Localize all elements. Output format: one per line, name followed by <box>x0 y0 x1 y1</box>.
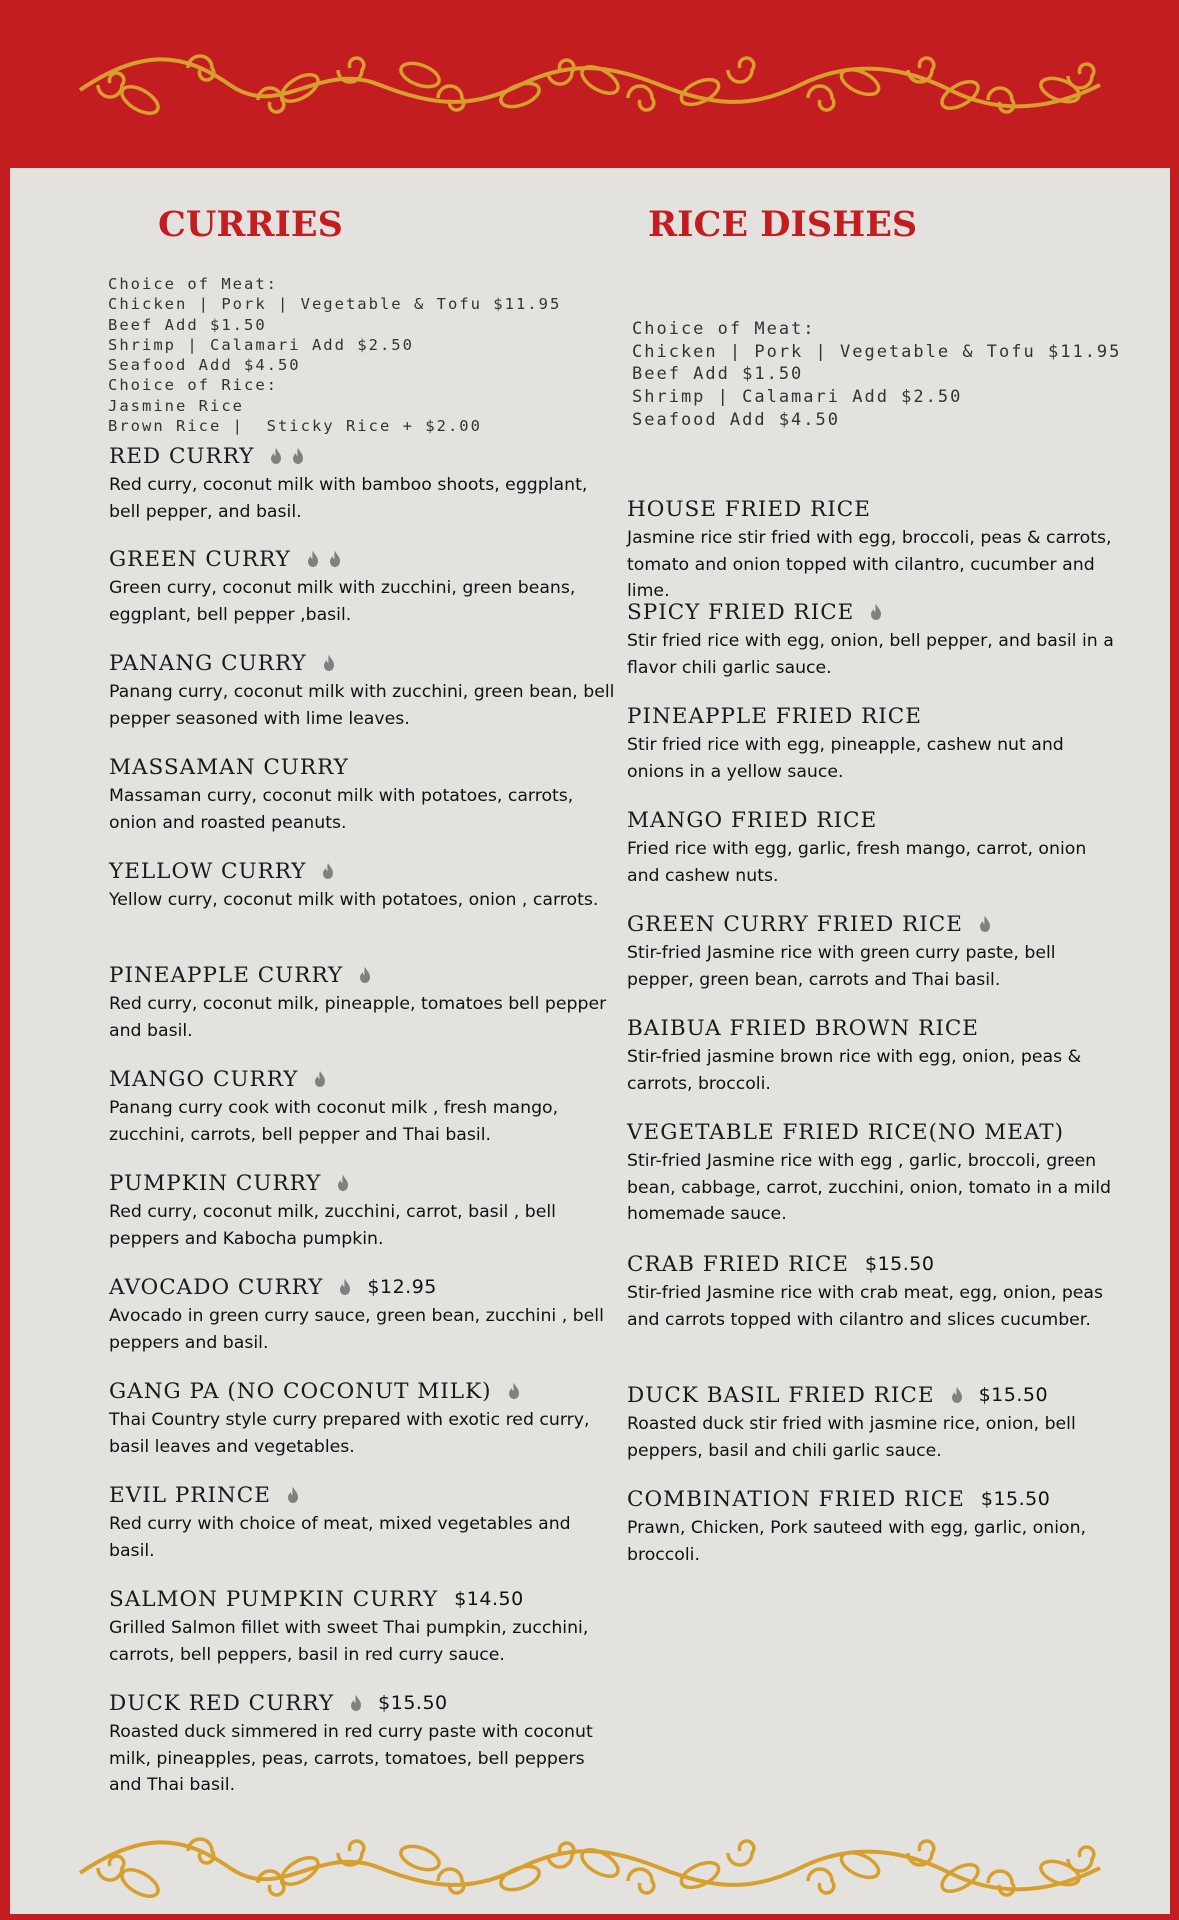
menu-item <box>627 1014 1117 1097</box>
item-name-row <box>109 857 619 885</box>
vine-curl <box>728 58 754 82</box>
vine-curl <box>258 88 284 112</box>
menu-item <box>109 857 619 914</box>
item-name: MASSAMAN CURRY <box>109 754 349 780</box>
item-name: PINEAPPLE FRIED RICE <box>627 703 922 729</box>
bottom-vine-ornament <box>0 1823 1179 1913</box>
spice-level <box>508 1382 520 1400</box>
spice-level <box>307 550 341 568</box>
vine-leaf <box>498 79 542 111</box>
item-description: Stir-fried Jasmine rice with crab meat, egg, onion, peas and carrots topped with cilantro and slices cucumber. <box>627 1283 1104 1330</box>
item-description: Roasted duck stir fried with jasmine rice, onion, bell peppers, basil and chili garlic sauce. <box>627 1414 1076 1461</box>
vine-leaf <box>118 1864 163 1901</box>
item-description: Grilled Salmon fillet with sweet Thai pumpkin, zucchini, carrots, bell peppers, basil in red curry sauce. <box>109 1618 589 1665</box>
item-description: Stir-fried jasmine brown rice with egg, onion, peas & carrots, broccoli. <box>627 1047 1082 1094</box>
menu-item <box>109 442 619 525</box>
item-name: PUMPKIN CURRY <box>109 1170 322 1196</box>
chili-icon <box>307 550 319 568</box>
choice-line: Beef Add $1.50 <box>632 364 804 385</box>
chili-icon <box>337 1174 349 1192</box>
item-name-row <box>627 1118 1117 1146</box>
vine-leaf <box>398 59 442 91</box>
vine-leaf <box>398 1842 442 1874</box>
item-name-row <box>109 961 619 989</box>
item-name: COMBINATION FRIED RICE <box>627 1486 965 1512</box>
item-price: $15.50 <box>978 1384 1049 1406</box>
item-name-row <box>109 1377 619 1405</box>
chili-icon <box>350 1694 362 1712</box>
item-name-row <box>109 545 619 573</box>
item-description: Red curry, coconut milk with bamboo shoots, eggplant, bell pepper, and basil. <box>109 475 588 522</box>
item-name-row <box>109 442 619 470</box>
item-description: Green curry, coconut milk with zucchini, green beans, eggplant, bell pepper ,basil. <box>109 578 576 625</box>
item-name-row <box>109 1481 619 1509</box>
item-name: MANGO FRIED RICE <box>627 807 878 833</box>
item-name: PINEAPPLE CURRY <box>109 962 344 988</box>
item-name: VEGETABLE FRIED RICE(NO MEAT) <box>627 1119 1065 1145</box>
top-vine-ornament <box>0 40 1179 130</box>
vine-curl <box>438 1869 464 1893</box>
vine-curl <box>988 1871 1014 1895</box>
item-name-row <box>627 1250 1117 1278</box>
chili-icon <box>287 1486 299 1504</box>
vine-curl <box>808 86 834 110</box>
item-description: Stir fried rice with egg, pineapple, cashew nut and onions in a yellow sauce. <box>627 735 1064 782</box>
menu-item <box>109 1377 619 1460</box>
item-description: Roasted duck simmered in red curry paste with coconut milk, pineapples, peas, carrots, tomatoes, bell peppers and Thai basil. <box>109 1722 593 1795</box>
chili-icon <box>314 1070 326 1088</box>
item-name: SALMON PUMPKIN CURRY <box>109 1586 439 1612</box>
menu-item <box>109 961 619 1044</box>
spice-level <box>951 1386 963 1404</box>
menu-item <box>627 1485 1117 1568</box>
spice-level <box>350 1694 362 1712</box>
item-name-row <box>627 1485 1117 1513</box>
item-name-row <box>627 1014 1117 1042</box>
item-description: Stir-fried Jasmine rice with green curry paste, bell pepper, green bean, carrots and Thai basil. <box>627 943 1056 990</box>
item-description: Red curry with choice of meat, mixed vegetables and basil. <box>109 1514 571 1561</box>
chili-icon <box>339 1278 351 1296</box>
menu-item <box>627 910 1117 993</box>
item-name-row <box>109 1169 619 1197</box>
item-name: YELLOW CURRY <box>109 858 307 884</box>
vine-curl <box>988 88 1014 112</box>
item-name-row <box>627 702 1117 730</box>
rice-title: RICE DISHES <box>648 204 918 245</box>
item-name: SPICY FRIED RICE <box>627 599 855 625</box>
item-description: Jasmine rice stir fried with egg, broccoli, peas & carrots, tomato and onion topped with cilantro, cucumber and lime. <box>627 528 1112 601</box>
menu-item <box>627 806 1117 889</box>
spice-level <box>339 1278 351 1296</box>
chili-icon <box>323 654 335 672</box>
item-price: $14.50 <box>454 1588 524 1610</box>
choice-line: Shrimp | Calamari Add $2.50 <box>632 387 963 408</box>
item-description: Red curry, coconut milk, pineapple, tomatoes bell pepper and basil. <box>109 994 607 1041</box>
vine-curl <box>258 1871 284 1895</box>
menu-item <box>627 1381 1117 1464</box>
spice-level <box>337 1174 349 1192</box>
item-name: GANG PA (NO COCONUT MILK) <box>109 1378 492 1404</box>
menu-item <box>627 495 1117 605</box>
item-description: Yellow curry, coconut milk with potatoes, onion , carrots. <box>109 890 599 910</box>
chili-icon <box>951 1386 963 1404</box>
rice-choice-info <box>632 318 1121 432</box>
menu-item <box>109 1169 619 1252</box>
item-name-row <box>109 753 619 781</box>
curries-title: CURRIES <box>158 204 343 245</box>
item-name-row <box>627 806 1117 834</box>
spice-level <box>979 915 991 933</box>
vine-leaf <box>1038 1857 1082 1889</box>
item-name: BAIBUA FRIED BROWN RICE <box>627 1015 979 1041</box>
item-name: EVIL PRINCE <box>109 1482 271 1508</box>
vine-curl <box>438 86 464 110</box>
menu-item <box>109 649 619 732</box>
item-name-row <box>109 1065 619 1093</box>
vine-leaf <box>118 81 163 118</box>
menu-item <box>627 1118 1117 1228</box>
vine-curl <box>628 86 654 110</box>
chili-icon <box>508 1382 520 1400</box>
choice-line: Chicken | Pork | Vegetable & Tofu $11.95 <box>632 341 1122 362</box>
chili-icon <box>329 550 341 568</box>
menu-item <box>109 1585 619 1668</box>
item-name-row <box>627 910 1117 938</box>
vine-leaf <box>678 1857 723 1892</box>
chili-icon <box>322 862 334 880</box>
item-name-row <box>627 495 1117 523</box>
menu-item <box>109 1273 619 1356</box>
vine-curl <box>628 1869 654 1893</box>
item-name: PANANG CURRY <box>109 650 307 676</box>
item-name: MANGO CURRY <box>109 1066 299 1092</box>
spice-level <box>322 862 334 880</box>
choice-line: Beef Add $1.50 <box>108 315 267 334</box>
item-name: DUCK BASIL FRIED RICE <box>627 1382 935 1408</box>
menu-item <box>109 1065 619 1148</box>
vine-leaf <box>498 1862 542 1894</box>
menu-item <box>109 545 619 628</box>
spice-level <box>323 654 335 672</box>
spice-level <box>287 1486 299 1504</box>
vine-leaf <box>678 74 723 109</box>
item-name: GREEN CURRY <box>109 546 291 572</box>
chili-icon <box>270 447 282 465</box>
menu-item <box>109 1689 619 1799</box>
spice-level <box>870 603 882 621</box>
menu-item <box>627 702 1117 785</box>
menu-panel <box>10 168 1170 1914</box>
item-price: $12.95 <box>367 1276 437 1298</box>
choice-line: Choice of Meat: <box>108 275 278 293</box>
menu-item <box>109 753 619 836</box>
item-description: Panang curry, coconut milk with zucchini, green bean, bell pepper seasoned with lime leaves. <box>109 682 615 729</box>
item-name: RED CURRY <box>109 443 255 469</box>
item-name: GREEN CURRY FRIED RICE <box>627 911 963 937</box>
item-name-row <box>109 1689 619 1717</box>
choice-line: Choice of Meat: <box>632 319 816 339</box>
chili-icon <box>359 966 371 984</box>
choice-line: Choice of Rice: <box>108 376 278 395</box>
menu-item <box>627 1250 1117 1333</box>
item-name: AVOCADO CURRY <box>109 1274 324 1300</box>
item-description: Thai Country style curry prepared with exotic red curry, basil leaves and vegetables. <box>109 1410 590 1457</box>
item-price: $15.50 <box>865 1253 935 1275</box>
item-description: Red curry, coconut milk, zucchini, carrot, basil , bell peppers and Kabocha pumpkin. <box>109 1202 556 1249</box>
curries-choice-info <box>108 274 561 436</box>
item-name: DUCK RED CURRY <box>109 1690 335 1716</box>
item-description: Prawn, Chicken, Pork sauteed with egg, garlic, onion, broccoli. <box>627 1518 1087 1565</box>
choice-line: Chicken | Pork | Vegetable & Tofu $11.95 <box>108 295 562 314</box>
menu-item <box>627 598 1117 681</box>
item-price: $15.50 <box>980 1488 1051 1510</box>
item-name-row <box>627 1381 1117 1409</box>
choice-line: Brown Rice | Sticky Rice + $2.00 <box>108 417 482 436</box>
item-name: HOUSE FRIED RICE <box>627 496 871 522</box>
item-name-row <box>109 1585 619 1613</box>
choice-line: Seafood Add $4.50 <box>632 409 840 430</box>
item-description: Fried rice with egg, garlic, fresh mango, carrot, onion and cashew nuts. <box>627 839 1087 886</box>
item-description: Stir fried rice with egg, onion, bell pepper, and basil in a flavor chili garlic sauce. <box>627 631 1114 678</box>
item-name-row <box>109 649 619 677</box>
choice-line: Shrimp | Calamari Add $2.50 <box>108 335 414 354</box>
item-description: Avocado in green curry sauce, green bean, zucchini , bell peppers and basil. <box>109 1306 604 1353</box>
item-description: Massaman curry, coconut milk with potatoes, carrots, onion and roasted peanuts. <box>109 786 574 833</box>
item-description: Stir-fried Jasmine rice with egg , garlic, broccoli, green bean, cabbage, carrot, zucchini, onion, tomato in a mild homemade sauce. <box>627 1151 1112 1224</box>
vine-leaf <box>1038 74 1082 106</box>
chili-icon <box>979 915 991 933</box>
choice-line: Jasmine Rice <box>108 396 244 415</box>
item-name-row <box>627 598 1117 626</box>
choice-line: Seafood Add $4.50 <box>108 356 301 375</box>
item-description: Panang curry cook with coconut milk , fresh mango, zucchini, carrots, bell pepper and Thai basil. <box>109 1098 559 1145</box>
item-price: $15.50 <box>378 1692 448 1714</box>
item-name: CRAB FRIED RICE <box>627 1251 849 1277</box>
spice-level <box>359 966 371 984</box>
vine-curl <box>728 1841 754 1865</box>
menu-item <box>109 1481 619 1564</box>
chili-icon <box>870 603 882 621</box>
vine-curl <box>808 1869 834 1893</box>
spice-level <box>314 1070 326 1088</box>
spice-level <box>270 447 304 465</box>
chili-icon <box>292 447 304 465</box>
item-name-row <box>109 1273 619 1301</box>
